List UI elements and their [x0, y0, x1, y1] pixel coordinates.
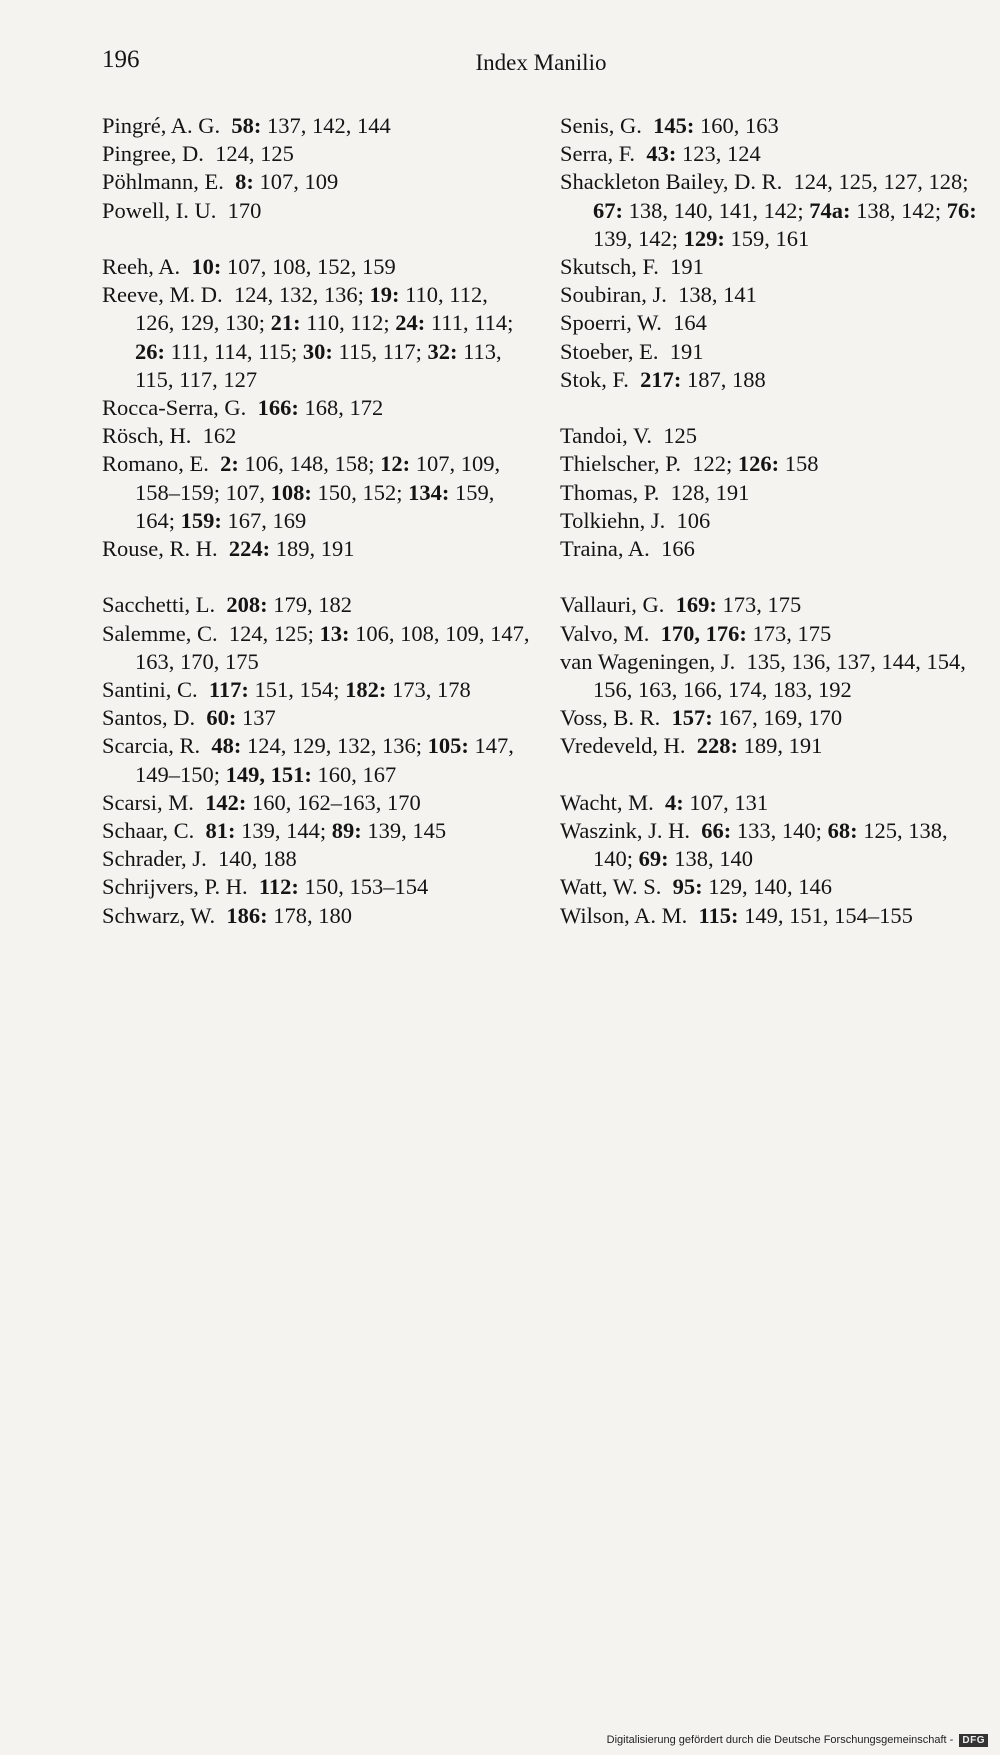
entry-pages: 179, 182 [267, 592, 352, 618]
entry-item-number: 2: [220, 451, 239, 477]
page-title: Index Manilio [475, 50, 607, 75]
entry-item-number: 68: [827, 818, 858, 844]
index-entry [102, 620, 532, 676]
entry-name: Wacht, M. [560, 789, 654, 815]
section-gap [560, 394, 990, 422]
index-entry [560, 817, 990, 873]
entry-name: Vallauri, G. [560, 592, 665, 618]
section-gap [102, 563, 532, 591]
entry-item-number: 58: [231, 113, 262, 138]
entry-pages: 110, 112; [300, 310, 396, 336]
entry-name: Senis, G. [560, 113, 642, 138]
entry-name: Thomas, P. [560, 479, 660, 505]
entry-item-number: 12: [380, 451, 411, 477]
entry-pages: 139, 142; [593, 225, 684, 251]
entry-pages: 168, 172 [298, 395, 384, 421]
entry-name: Serra, F. [560, 141, 636, 167]
entry-name: Tolkiehn, J. [560, 507, 666, 533]
entry-item-number: 117: [208, 677, 249, 703]
entry-item-number: 76: [946, 197, 977, 223]
entry-name: Pingré, A. G. [102, 113, 221, 138]
index-entry [560, 338, 990, 366]
entry-name: Stoeber, E. [560, 338, 659, 364]
entry-item-number: 166: [257, 395, 299, 421]
entry-name: Reeve, M. D. [102, 282, 223, 308]
entry-item-number: 108: [270, 479, 312, 505]
entry-pages: 115, 117; [332, 338, 428, 364]
entry-item-number: 89: [331, 818, 362, 844]
entry-pages: 107, 131 [683, 789, 769, 815]
entry-item-number: 157: [671, 705, 713, 731]
entry-name: van Wageningen, J. [560, 648, 736, 674]
entry-pages: 138, 140, 141, 142; [623, 197, 810, 223]
entry-name: Shackleton Bailey, D. R. [560, 169, 783, 195]
entry-name: Rouse, R. H. [102, 536, 218, 562]
entry-pages: 113, 115, 117, 127 [135, 338, 502, 392]
entry-item-number: 186: [226, 902, 268, 928]
entry-pages: 167, 169, 170 [712, 705, 843, 731]
entry-name: Powell, I. U. [102, 197, 217, 223]
entry-pages: 107, 108, 152, 159 [221, 254, 396, 279]
entry-item-number: 126: [737, 451, 780, 477]
entry-name: Pöhlmann, E. [102, 169, 224, 195]
index-entry [560, 253, 990, 281]
entry-pages: 124, 125 [215, 141, 294, 167]
index-entry [102, 281, 532, 394]
entry-pages: 133, 140; [731, 818, 828, 844]
index-entry [560, 281, 990, 309]
footer-text: Digitalisierung gefördert durch die Deutsche Forschungsgemeinschaft - [606, 1734, 954, 1746]
index-entry [560, 140, 990, 168]
entry-name: Soubiran, J. [560, 282, 667, 308]
entry-name: Scarcia, R. [102, 733, 201, 759]
index-entry [560, 450, 990, 478]
index-entry [102, 112, 532, 140]
entry-item-number: 208: [226, 592, 268, 618]
footer-credit [607, 1734, 988, 1747]
entry-pages: 137, 142, 144 [261, 113, 391, 138]
entry-pages: 173, 175 [716, 592, 802, 618]
entry-item-number: 170, 176: [660, 620, 747, 646]
entry-pages: 173, 175 [746, 620, 832, 646]
entry-name: Pingree, D. [102, 141, 204, 167]
entry-name: Schaar, C. [102, 818, 195, 844]
index-entry [102, 817, 532, 845]
entry-item-number: 19: [369, 282, 400, 308]
entry-pages: 159, 161 [724, 225, 810, 251]
index-entry [560, 732, 990, 760]
entry-item-number: 182: [345, 677, 387, 703]
entry-item-number: 134: [408, 479, 450, 505]
entry-pages: 150, 153–154 [298, 874, 429, 900]
entry-item-number: 159: [180, 507, 222, 533]
entry-item-number: 217: [640, 366, 682, 392]
entry-pages: 147, 149–150; [135, 733, 514, 787]
section-gap [560, 761, 990, 789]
index-entry [560, 902, 990, 930]
entry-item-number: 129: [683, 225, 725, 251]
entry-pages: 107, 109, 158–159; 107, [135, 451, 501, 505]
entry-item-number: 149, 151: [225, 761, 312, 787]
entry-name: Traina, A. [560, 536, 650, 562]
entry-pages: 107, 109 [253, 169, 339, 195]
entry-pages: 106, 108, 109, 147, 163, 170, 175 [135, 620, 530, 674]
entry-item-number: 69: [638, 846, 669, 872]
index-entry [560, 789, 990, 817]
entry-name: Romano, E. [102, 451, 209, 477]
entry-item-number: 224: [228, 536, 271, 562]
entry-name: Santini, C. [102, 677, 198, 703]
entry-item-number: 60: [206, 705, 237, 731]
entry-pages: 110, 112, 126, 129, 130; [135, 282, 488, 336]
entry-pages: 160, 162–163, 170 [246, 789, 421, 815]
entry-pages: 173, 178 [386, 677, 471, 703]
entry-pages: 124, 129, 132, 136; [241, 733, 428, 759]
entry-pages: 191 [669, 338, 704, 364]
entry-item-number: 95: [672, 874, 703, 900]
page-number: 196 [102, 46, 140, 73]
entry-pages: 166 [661, 536, 695, 562]
index-entry [560, 620, 990, 648]
index-entry [102, 394, 532, 422]
entry-name: Wilson, A. M. [560, 902, 688, 928]
entry-item-number: 105: [427, 733, 469, 759]
entry-name: Waszink, J. H. [560, 818, 691, 844]
section-gap [102, 225, 532, 253]
entry-name: Schrader, J. [102, 846, 207, 872]
index-entry [102, 197, 532, 225]
entry-pages: 140, 188 [217, 846, 297, 872]
index-entry [560, 535, 990, 563]
entry-item-number: 32: [427, 338, 458, 364]
entry-pages: 189, 191 [270, 536, 355, 562]
entry-pages: 151, 154; [248, 677, 346, 703]
entry-item-number: 30: [302, 338, 333, 364]
entry-pages: 128, 191 [670, 479, 750, 505]
entry-item-number: 228: [696, 733, 738, 759]
index-entry [560, 591, 990, 619]
index-column-right [560, 112, 990, 930]
index-entry [102, 168, 532, 196]
index-entry [102, 253, 532, 281]
entry-pages: 139, 145 [361, 818, 447, 844]
index-entry [102, 704, 532, 732]
entry-pages: 124, 125, 127, 128; [793, 169, 969, 195]
index-entry [560, 168, 990, 253]
entry-pages: 170 [227, 197, 262, 223]
index-entry [560, 507, 990, 535]
entry-name: Salemme, C. [102, 620, 218, 646]
entry-item-number: 74a: [809, 197, 851, 223]
entry-pages: 139, 144; [235, 818, 332, 844]
entry-pages: 122; [692, 451, 738, 477]
index-entry [102, 591, 532, 619]
index-entry [102, 845, 532, 873]
entry-item-number: 81: [205, 818, 236, 844]
index-entry [102, 732, 532, 788]
entry-item-number: 66: [701, 818, 732, 844]
entry-pages: 125 [663, 423, 697, 449]
entry-pages: 111, 114, 115; [165, 338, 303, 364]
index-entry [102, 676, 532, 704]
dfg-logo: DFG [959, 1734, 988, 1747]
entry-name: Skutsch, F. [560, 254, 659, 280]
entry-name: Scarsi, M. [102, 789, 194, 815]
entry-name: Voss, B. R. [560, 705, 661, 731]
index-entry [560, 422, 990, 450]
entry-pages: 162 [202, 423, 237, 449]
entry-name: Santos, D. [102, 705, 196, 731]
entry-pages: 167, 169 [221, 507, 307, 533]
entry-name: Schwarz, W. [102, 902, 216, 928]
entry-item-number: 13: [319, 620, 350, 646]
entry-item-number: 43: [646, 141, 677, 167]
entry-pages: 129, 140, 146 [702, 874, 832, 900]
index-entry [102, 422, 532, 450]
entry-pages: 138, 141 [678, 282, 757, 308]
entry-pages: 137 [236, 705, 276, 731]
index-entry [102, 450, 532, 535]
entry-pages: 124, 125; [228, 620, 320, 646]
index-entry [102, 789, 532, 817]
entry-item-number: 169: [675, 592, 717, 618]
entry-name: Spoerri, W. [560, 310, 662, 336]
entry-pages: 138, 140 [668, 846, 754, 872]
entry-pages: 160, 167 [311, 761, 397, 787]
entry-pages: 159, 164; [135, 479, 495, 533]
entry-name: Schrijvers, P. H. [102, 874, 248, 900]
index-entry [102, 873, 532, 901]
index-entry [102, 535, 532, 563]
index-entry [560, 366, 990, 394]
index-entry [102, 902, 532, 930]
entry-name: Rocca-Serra, G. [102, 395, 247, 421]
entry-pages: 106 [676, 507, 711, 533]
index-entry [560, 479, 990, 507]
entry-item-number: 24: [395, 310, 426, 336]
entry-item-number: 142: [205, 789, 247, 815]
entry-name: Thielscher, P. [560, 451, 681, 477]
entry-pages: 138, 142; [850, 197, 947, 223]
entry-pages: 135, 136, 137, 144, 154, 156, 163, 166, 174, 183, 192 [593, 648, 966, 703]
entry-name: Vredeveld, H. [560, 733, 686, 759]
entry-item-number: 48: [211, 733, 242, 759]
index-entry [560, 648, 990, 704]
entry-name: Watt, W. S. [560, 874, 662, 900]
entry-pages: 158 [779, 451, 819, 477]
index-entry [102, 140, 532, 168]
entry-pages: 191 [670, 254, 704, 280]
entry-pages: 164 [673, 310, 707, 336]
entry-item-number: 21: [270, 310, 301, 336]
entry-pages: 123, 124 [676, 141, 761, 167]
entry-pages: 160, 163 [694, 113, 779, 138]
entry-pages: 149, 151, 154–155 [738, 902, 913, 928]
entry-name: Tandoi, V. [560, 423, 652, 449]
entry-pages: 111, 114; [425, 310, 514, 336]
entry-pages: 125, 138, 140; [593, 818, 948, 872]
entry-name: Sacchetti, L. [102, 592, 216, 618]
entry-pages: 189, 191 [737, 733, 823, 759]
entry-name: Reeh, A. [102, 254, 181, 279]
entry-name: Valvo, M. [560, 620, 650, 646]
entry-item-number: 10: [191, 254, 222, 279]
index-entry [560, 309, 990, 337]
entry-name: Stok, F. [560, 366, 629, 392]
entry-item-number: 145: [653, 113, 695, 138]
index-entry [560, 873, 990, 901]
entry-item-number: 26: [135, 338, 165, 364]
entry-item-number: 8: [235, 169, 254, 195]
entry-pages: 178, 180 [267, 902, 352, 928]
entry-name: Rösch, H. [102, 423, 192, 449]
index-column-left [102, 112, 532, 930]
entry-pages: 150, 152; [311, 479, 409, 505]
entry-item-number: 115: [698, 902, 739, 928]
entry-pages: 187, 188 [681, 366, 766, 392]
entry-item-number: 4: [665, 789, 684, 815]
entry-item-number: 112: [258, 874, 299, 900]
index-entry [560, 704, 990, 732]
entry-item-number: 67: [593, 197, 623, 223]
section-gap [560, 563, 990, 591]
entry-pages: 106, 148, 158; [238, 451, 381, 477]
entry-pages: 124, 132, 136; [233, 282, 370, 308]
index-entry [560, 112, 990, 140]
